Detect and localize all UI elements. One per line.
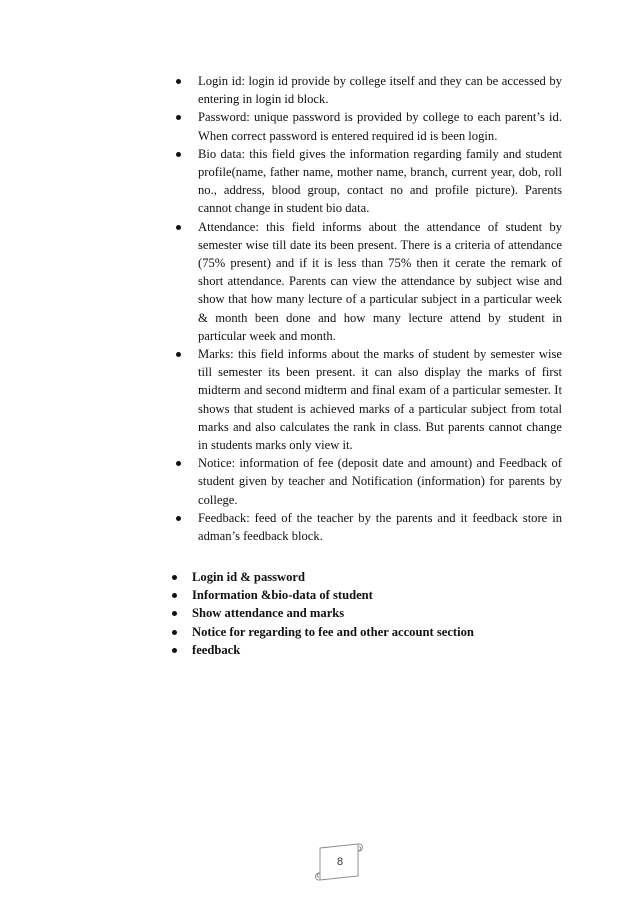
list-item (172, 641, 532, 659)
bullet-icon (176, 152, 181, 157)
list-item-text: Notice for regarding to fee and other account section (192, 624, 474, 639)
bullet-icon (176, 516, 181, 521)
list-item-text: Login id & password (192, 570, 306, 584)
bullet-icon (172, 630, 177, 635)
list-item (172, 623, 532, 641)
list-item (176, 108, 562, 144)
list-item (176, 454, 562, 509)
bullet-icon (176, 225, 181, 230)
list-item-text: Attendance: this field informs about the attendance of student by semester wise till date its been present. There is a criteria of attendance (75% present) and if it is less than 75% then it cerate the remark of short attendance. Parents can view the attendance by subject wise and show that how many lecture of a particular subject in a particular week & month been done and how many lecture attend by student in particular week and month. (198, 219, 562, 343)
list-item (176, 145, 562, 218)
bullet-icon (176, 115, 181, 120)
list-item-text: feedback (192, 642, 241, 657)
list-item (176, 345, 562, 454)
summary-bullet-list (172, 568, 532, 659)
list-item (172, 604, 532, 622)
page-number: 8 (336, 856, 344, 868)
detail-bullet-list (176, 72, 562, 545)
list-item-text: Information &bio-data of student (192, 588, 373, 603)
list-item (172, 568, 532, 586)
bullet-icon (176, 352, 181, 357)
page-number-scroll (306, 838, 370, 888)
list-item (172, 586, 532, 604)
list-item-text: Notice: information of fee (deposit date and amount) and Feedback of student given by teacher and Notification (information) for parents by college. (198, 456, 562, 507)
list-item-text: Password: unique password is provided by college to each parent’s id. When correct password is entered required id is been login. (198, 110, 562, 143)
list-item-text: Marks: this field informs about the marks of student by semester wise till semester its been present. it can also display the marks of first midterm and second midterm and final exam of a particular semester. It shows that student is achieved marks of a particular subject from total marks and also calculates the rank in class. But parents cannot change in students marks only view it. (198, 347, 562, 453)
bullet-icon (172, 611, 177, 616)
list-item-text: Login id: login id provide by college itself and they can be accessed by entering in login id block. (198, 74, 562, 107)
bullet-icon (172, 593, 177, 598)
bullet-icon (176, 79, 181, 84)
list-item (176, 72, 562, 108)
list-item-text: Feedback: feed of the teacher by the parents and it feedback store in adman’s feedback block. (198, 510, 562, 544)
list-item (176, 509, 562, 545)
bullet-icon (172, 575, 177, 580)
list-item-text: Show attendance and marks (192, 606, 345, 621)
list-item (176, 218, 562, 345)
list-item-text: Bio data: this field gives the information regarding family and student profile(name, father name, mother name, branch, current year, dob, roll no., address, blood group, contact no and profile picture). Parents cannot change in student bio data. (198, 146, 562, 216)
bullet-icon (176, 461, 181, 466)
bullet-icon (172, 648, 177, 653)
